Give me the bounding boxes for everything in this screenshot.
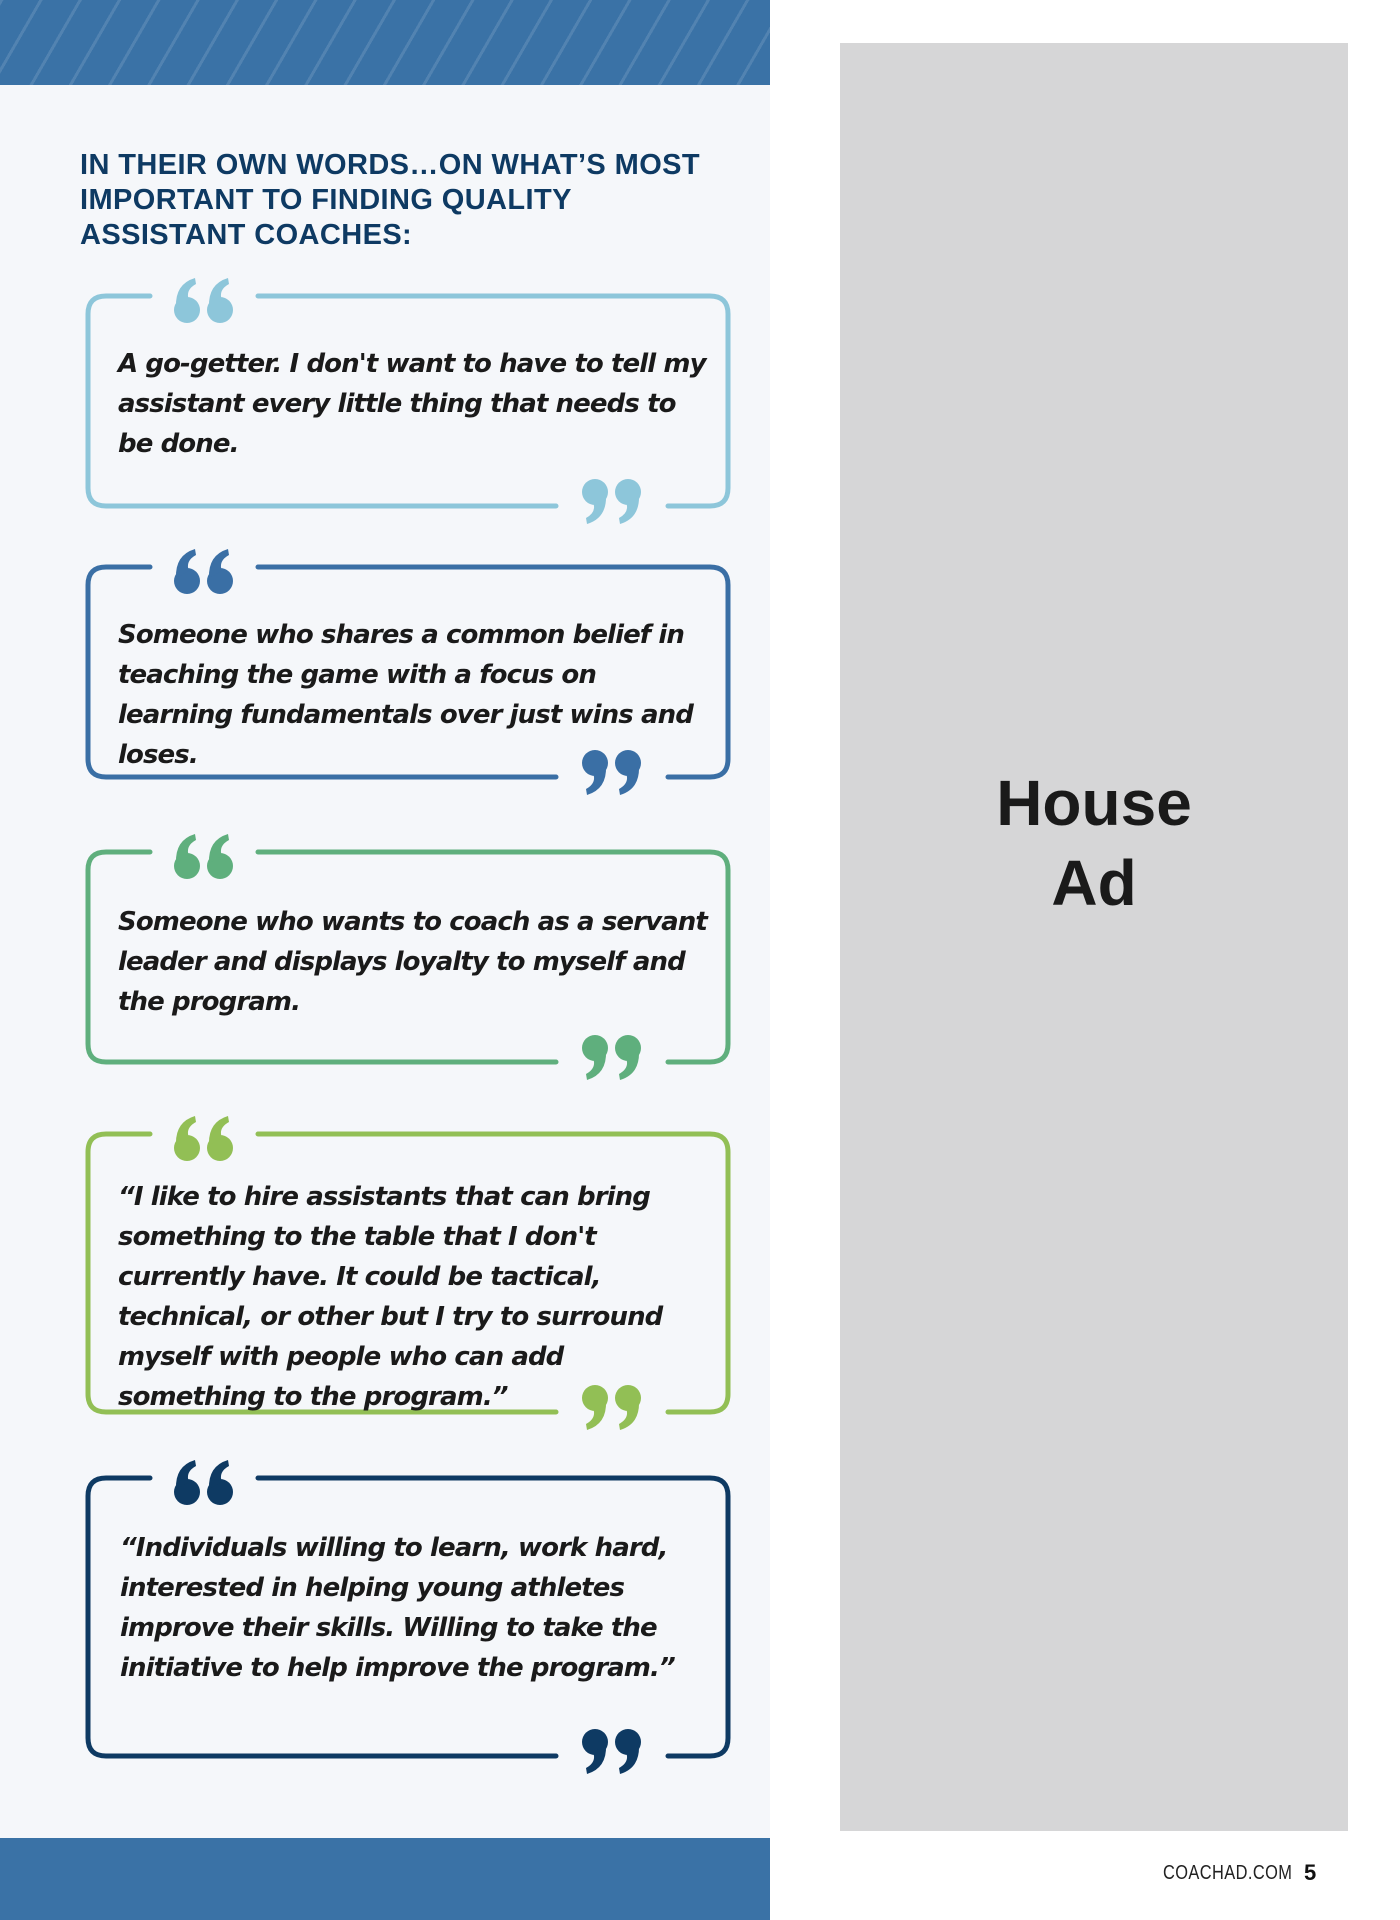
house-ad-placeholder[interactable] xyxy=(840,43,1348,1831)
open-quote-icon xyxy=(174,834,233,879)
quote-card xyxy=(84,1130,728,1416)
footer-website: COACHAD.COM xyxy=(1163,1862,1293,1884)
bottom-decorative-band xyxy=(0,1838,770,1920)
quote-text: Someone who wants to coach as a servant leader and displays loyalty to myself and the program. xyxy=(118,907,707,1017)
open-quote-icon xyxy=(174,549,233,594)
quote-card xyxy=(84,563,728,781)
open-quote-icon xyxy=(174,278,233,323)
close-quote-icon xyxy=(582,1035,641,1080)
page-number: 5 xyxy=(1304,1860,1317,1885)
quote-text: A go-getter. I don't want to have to tell my assistant every little thing that needs to be done. xyxy=(118,349,706,459)
open-quote-icon xyxy=(174,1460,233,1505)
quote-card xyxy=(84,292,728,510)
quote-text: “Individuals willing to learn, work hard, interested in helping young athletes improve their skills. Willing to take the initiative to help improve the program.” xyxy=(120,1533,675,1683)
open-quote-icon xyxy=(174,1116,233,1161)
top-decorative-band xyxy=(0,0,770,85)
quote-card xyxy=(84,848,728,1066)
page-heading: IN THEIR OWN WORDS…ON WHAT’S MOST IMPORTANT TO FINDING QUALITY ASSISTANT COACHES: xyxy=(80,149,701,251)
close-quote-icon xyxy=(582,1729,641,1774)
quote-card xyxy=(84,1474,728,1760)
quote-text: “I like to hire assistants that can bring something to the table that I don't currently have. It could be tactical, technical, or other but I try to surround myself with people who can add something to the program.” xyxy=(118,1182,663,1412)
quote-text: Someone who shares a common belief in teaching the game with a focus on learning fundamentals over just wins and loses. xyxy=(118,620,693,770)
house-ad-label: House Ad xyxy=(996,767,1192,919)
close-quote-icon xyxy=(582,479,641,524)
